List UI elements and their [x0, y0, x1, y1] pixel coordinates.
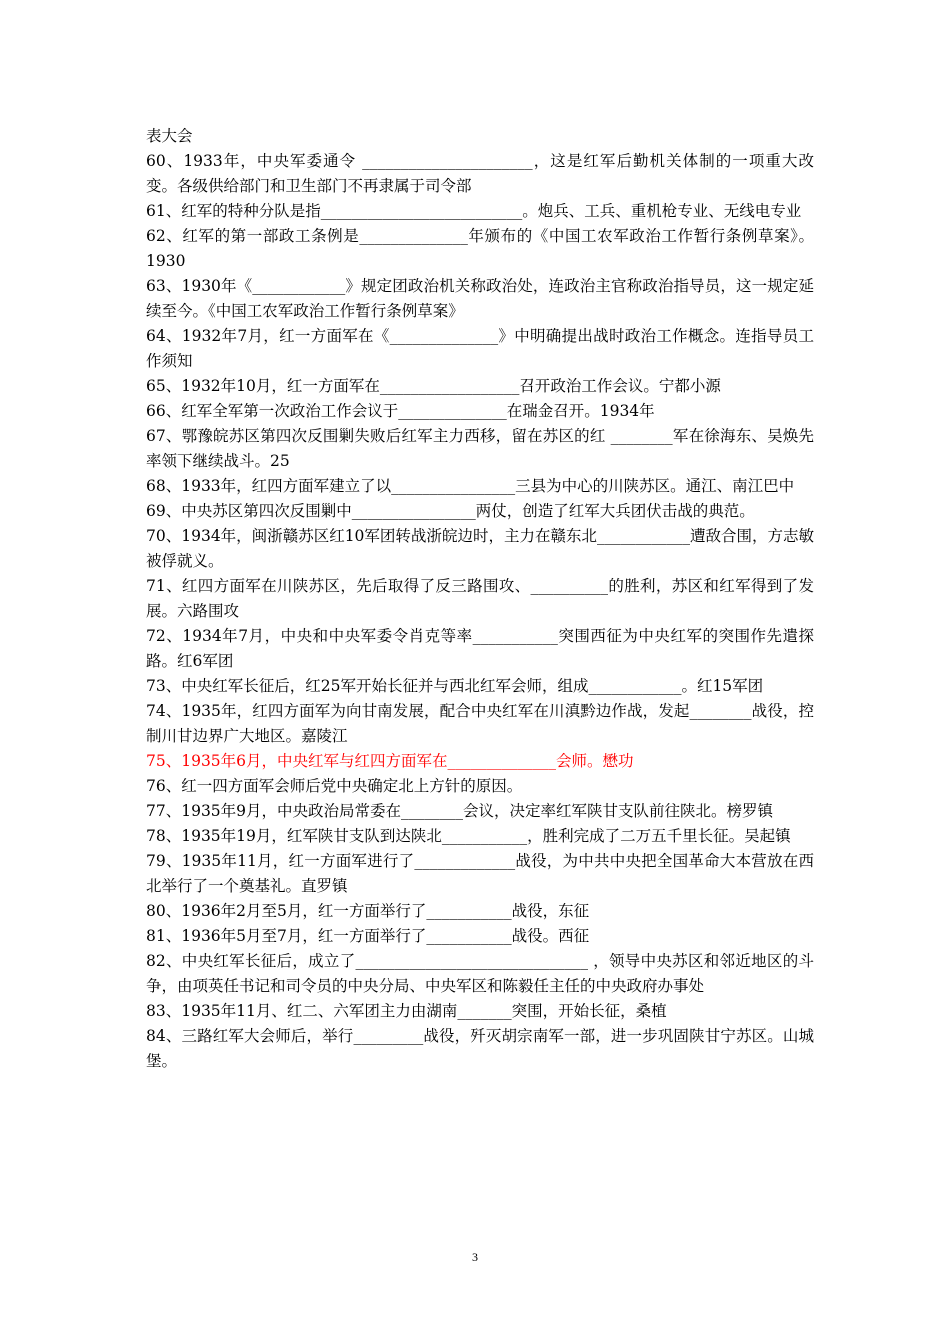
- question-paragraph: 69、中央苏区第四次反围剿中________________两仗，创造了红军大兵团伏击战的典范。: [146, 502, 755, 520]
- question-paragraph: 80、1936年2月至5月，红一方面举行了___________战役，东征: [146, 902, 590, 920]
- question-paragraph: 63、1930年《____________》规定团政治机关称政治处，连政治主官称政治指导员，这一规定延续至今。《中国工农军政治工作暂行条例草案》: [146, 277, 814, 320]
- question-paragraph: 61、红军的特种分队是指__________________________。炮兵、工兵、重机枪专业、无线电专业: [146, 202, 802, 220]
- question-paragraph: 65、1932年10月，红一方面军在__________________召开政治工作会议。宁都小源: [146, 377, 721, 395]
- question-paragraph: 71、红四方面军在川陕苏区，先后取得了反三路围攻、__________的胜利，苏区和红军得到了发展。六路围攻: [146, 577, 814, 620]
- question-paragraph: 73、中央红军长征后，红25军开始长征并与西北红军会师，组成____________。红15军团: [146, 677, 764, 695]
- question-paragraph: 62、红军的第一部政工条例是______________年颁布的《中国工农军政治工作暂行条例草案》。1930: [146, 227, 814, 270]
- question-paragraph: 79、1935年11月，红一方面军进行了_____________战役，为中共中央把全国革命大本营放在西北举行了一个奠基礼。直罗镇: [146, 852, 814, 895]
- question-paragraph: 60、1933年，中央军委通令 ______________________，这是红军后勤机关体制的一项重大改变。各级供给部门和卫生部门不再隶属于司令部: [146, 152, 814, 195]
- question-paragraph-highlighted: 75、1935年6月，中央红军与红四方面军在______________会师。懋功: [146, 752, 634, 770]
- question-paragraph: 68、1933年，红四方面军建立了以________________三县为中心的川陕苏区。通江、南江巴中: [146, 477, 795, 495]
- question-paragraph: 84、三路红军大会师后，举行_________战役，歼灭胡宗南军一部，进一步巩固陕甘宁苏区。山城堡。: [146, 1027, 814, 1070]
- question-paragraph: 67、鄂豫皖苏区第四次反围剿失败后红军主力西移，留在苏区的红 ________军在徐海东、吴焕先率领下继续战斗。25: [146, 427, 814, 470]
- question-paragraph: 64、1932年7月，红一方面军在《______________》中明确提出战时政治工作概念。连指导员工作须知: [146, 327, 814, 370]
- document-body: [146, 124, 814, 1074]
- question-paragraph: 72、1934年7月，中央和中央军委令肖克等率___________突围西征为中央红军的突围作先遣探路。红6军团: [146, 627, 814, 670]
- question-paragraph: 81、1936年5月至7月，红一方面举行了___________战役。西征: [146, 927, 590, 945]
- question-paragraph: 77、1935年9月，中央政治局常委在________会议，决定率红军陕甘支队前往陕北。榜罗镇: [146, 802, 774, 820]
- question-paragraph: 78、1935年19月，红军陕甘支队到达陕北___________，胜利完成了二万五千里长征。吴起镇: [146, 827, 791, 845]
- question-paragraph: 74、1935年，红四方面军为向甘南发展，配合中央红军在川滇黔边作战，发起________战役，控制川甘边界广大地区。嘉陵江: [146, 702, 814, 745]
- page-number: 3: [472, 1250, 478, 1264]
- question-paragraph: 表大会: [146, 127, 193, 145]
- question-paragraph: 76、红一四方面军会师后党中央确定北上方针的原因。: [146, 777, 523, 795]
- question-paragraph: 66、红军全军第一次政治工作会议于______________在瑞金召开。1934年: [146, 402, 655, 420]
- question-paragraph: 82、中央红军长征后，成立了______________________________ ，领导中央苏区和邻近地区的斗争，由项英任书记和司令员的中央分局、中央军区和陈毅任主任的中央政府办事处: [146, 952, 814, 995]
- question-paragraph: 83、1935年11月、红二、六军团主力由湖南_______突围，开始长征，桑植: [146, 1002, 667, 1020]
- question-paragraph: 70、1934年，闽浙赣苏区红10军团转战浙皖边时，主力在赣东北____________遭敌合围，方志敏被俘就义。: [146, 527, 814, 570]
